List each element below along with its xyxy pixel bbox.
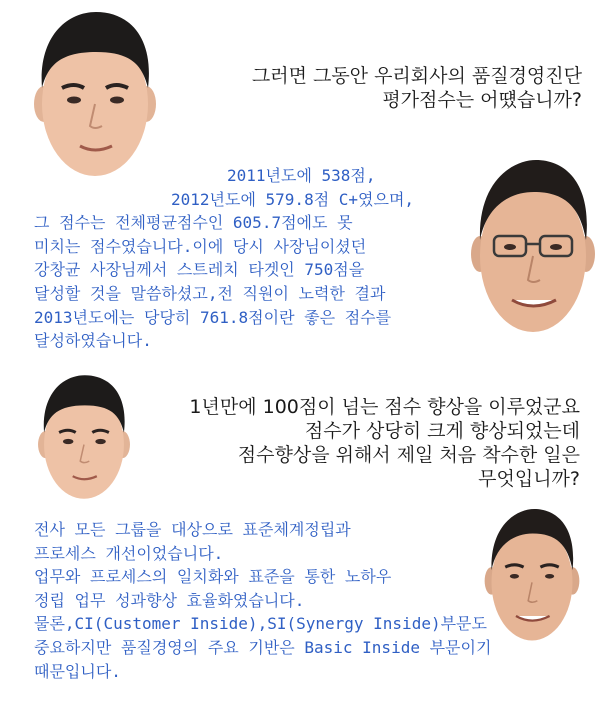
interviewer-face-photo-2 bbox=[32, 370, 136, 504]
interviewee-face-illustration bbox=[480, 506, 584, 642]
answer-1-line: 2011년도에 538점, bbox=[227, 166, 376, 185]
answer-2-line: 중요하지만 품질경영의 주요 기반은 Basic Inside 부문이기 bbox=[34, 637, 492, 657]
question-2-text bbox=[189, 395, 580, 491]
answer-1-line: 2012년도에 579.8점 C+였으며, bbox=[171, 189, 415, 209]
answer-1-line: 강창균 사장님께서 스트레치 타겟인 750점을 bbox=[34, 260, 365, 280]
interviewee-face-photo-1 bbox=[468, 156, 598, 334]
answer-2-line: 물론,CI(Customer Inside),SI(Synergy Inside)부문도 bbox=[34, 614, 487, 634]
answer-2-line: 때문입니다. bbox=[34, 661, 121, 681]
answer-1-line: 미치는 점수였습니다.이에 당시 사장님이셨던 bbox=[34, 236, 367, 256]
question-1-text bbox=[252, 64, 582, 112]
question-2-line: 점수향상을 위해서 제일 처음 착수한 일은 bbox=[237, 444, 580, 466]
answer-1-line: 2013년도에는 당당히 761.8점이란 좋은 점수를 bbox=[34, 307, 392, 327]
answer-2-line: 정립 업무 성과향상 효율화였습니다. bbox=[34, 590, 305, 610]
answer-1-line: 달성할 것을 말씀하셨고,전 직원이 노력한 결과 bbox=[34, 283, 386, 303]
interviewee-face-illustration bbox=[468, 156, 598, 334]
question-1-line: 평가점수는 어떘습니까? bbox=[382, 89, 582, 111]
answer-2-line: 업무와 프로세스의 일치화와 표준을 통한 노하우 bbox=[34, 567, 392, 587]
question-2-line: 1년만에 100점이 넘는 점수 향상을 이루었군요 bbox=[189, 396, 580, 418]
answer-2-line: 전사 모든 그룹을 대상으로 표준체계정립과 bbox=[34, 520, 351, 539]
question-1-line: 그러면 그동안 우리회사의 품질경영진단 bbox=[251, 65, 582, 87]
answer-2-text bbox=[34, 518, 491, 683]
answer-1-text bbox=[34, 164, 414, 353]
interviewer-face-illustration bbox=[32, 370, 136, 504]
question-2-line: 무엇입니까? bbox=[478, 468, 580, 490]
question-2-line: 점수가 상당히 크게 향상되었는데 bbox=[304, 420, 580, 442]
interviewer-face-illustration bbox=[26, 8, 164, 180]
answer-1-line: 그 점수는 전체평균점수인 605.7점에도 못 bbox=[34, 213, 353, 233]
interviewer-face-photo-1 bbox=[26, 8, 164, 180]
answer-1-line: 달성하였습니다. bbox=[34, 331, 152, 351]
interviewee-face-photo-2 bbox=[480, 506, 584, 642]
answer-2-line: 프로세스 개선이었습니다. bbox=[34, 543, 224, 563]
